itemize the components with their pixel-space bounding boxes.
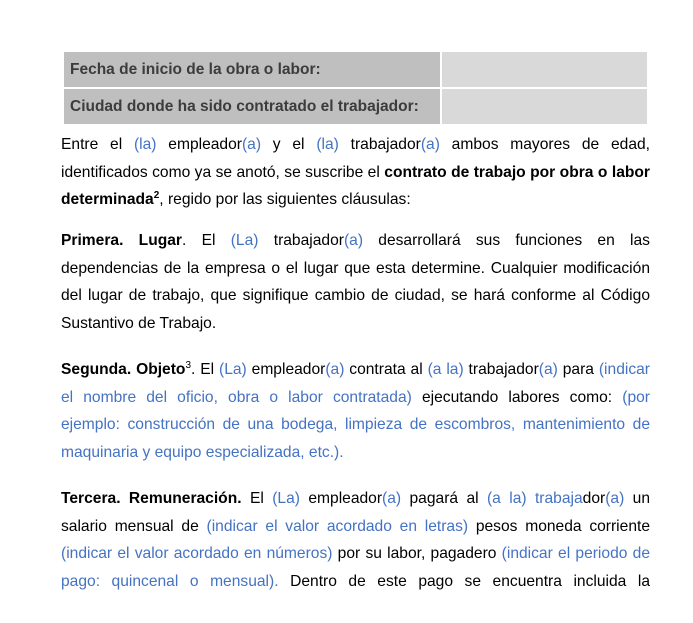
text-line: [61, 384, 650, 412]
placeholder-text: (a la): [427, 361, 464, 378]
placeholder-text: ejemplo: construcción de una bodega, limpieza de escombros, mantenimiento de: [61, 416, 650, 433]
text-line: [61, 568, 650, 596]
hiring-city-value[interactable]: [441, 88, 648, 125]
clause-tercera: [61, 485, 650, 595]
clause-primera: [61, 227, 650, 337]
text-run: empleador: [246, 361, 326, 378]
text-line: dependencias de la empresa o el lugar que esta determine. Cualquier modificación: [61, 259, 650, 277]
placeholder-text: (a): [325, 361, 345, 378]
placeholder-text: el nombre del oficio, obra o labor contratada): [61, 388, 412, 406]
table-row: [63, 88, 648, 125]
text-line: [61, 485, 650, 513]
placeholder-text: (a): [382, 490, 402, 507]
text-line: [61, 186, 650, 214]
text-line: Sustantivo de Trabajo.: [61, 314, 217, 332]
placeholder-text: (indicar el periodo de: [501, 545, 650, 562]
placeholder-text: (indicar: [598, 361, 650, 378]
text-run: , regido por las siguientes cláusulas:: [159, 191, 411, 208]
table-row: [63, 51, 648, 88]
placeholder-text: pago: quincenal o mensual).: [61, 572, 279, 590]
text-line: [61, 513, 650, 541]
text-line: [61, 131, 650, 159]
placeholder-text: (La): [219, 361, 247, 378]
text-line: [61, 159, 650, 187]
text-run: [527, 490, 535, 507]
clause-segunda: [61, 356, 650, 466]
text-run: dor: [582, 490, 606, 507]
start-date-label: Fecha de inicio de la obra o labor:: [63, 51, 441, 88]
placeholder-text: (por: [622, 388, 650, 406]
text-run: trabajador: [338, 136, 421, 153]
text-run: empleador: [299, 490, 383, 507]
start-date-value[interactable]: [441, 51, 648, 88]
text-run: . El: [191, 361, 220, 378]
placeholder-text: (a): [420, 136, 440, 153]
text-run: desarrollará sus funciones en las: [363, 232, 650, 249]
contract-type-text: determinada: [61, 191, 154, 208]
placeholder-text: (indicar el valor acordado en números): [61, 545, 333, 562]
placeholder-text: (a): [343, 232, 364, 249]
text-run: pagará al: [401, 490, 487, 507]
text-run: y el: [261, 136, 317, 153]
text-run: . El: [182, 232, 231, 249]
placeholder-text: (a): [538, 361, 558, 378]
hiring-city-label: Ciudad donde ha sido contratado el trabajador:: [63, 88, 441, 125]
text-run: ambos mayores de edad,: [439, 136, 650, 153]
placeholder-text: (a): [605, 490, 625, 507]
text-run: pesos moneda corriente: [468, 517, 650, 535]
text-line: [61, 540, 650, 568]
text-run: trabajador: [463, 361, 539, 378]
placeholder-text: (la): [133, 136, 157, 153]
clause-title: Primera. Lugar: [61, 232, 182, 249]
clause-title: Segunda. Objeto: [61, 361, 186, 378]
text-line: [61, 356, 650, 384]
text-run: para: [557, 361, 599, 378]
text-run: por su labor, pagadero: [332, 545, 502, 562]
text-run: contrata al: [344, 361, 428, 378]
contract-type-text: contrato de trabajo por obra o labor: [384, 163, 650, 181]
text-run: identificados como ya se anotó, se suscribe el: [61, 163, 385, 181]
placeholder-text: (a la): [486, 490, 527, 507]
text-run: salario mensual de: [61, 517, 207, 535]
placeholder-text: (indicar el valor acordado en letras): [206, 517, 469, 535]
intro-paragraph: [61, 131, 650, 214]
placeholder-text: maquinaria y equipo especializada, etc.).: [61, 443, 344, 461]
footnote-ref[interactable]: 3: [185, 359, 192, 371]
text-run: trabajador: [258, 232, 344, 249]
text-run: empleador: [156, 136, 242, 153]
text-line: del lugar de trabajo, que signifique cambio de ciudad, se hará conforme al Código: [61, 287, 650, 304]
footnote-ref[interactable]: 2: [153, 189, 160, 201]
placeholder-text: (La): [272, 490, 300, 507]
text-run: Dentro de este pago se encuentra incluida la: [278, 572, 650, 590]
text-line: [61, 227, 650, 255]
placeholder-text: (La): [230, 232, 259, 249]
placeholder-text: trabaja: [534, 490, 583, 507]
contract-info-table: [62, 50, 649, 126]
text-run: El: [241, 490, 273, 507]
placeholder-text: (la): [316, 136, 339, 153]
text-run: ejecutando labores como:: [411, 388, 623, 406]
text-run: Entre el: [61, 136, 134, 153]
placeholder-text: (a): [241, 136, 262, 153]
text-run: un: [624, 490, 651, 507]
clause-title: Tercera. Remuneración.: [61, 490, 242, 507]
